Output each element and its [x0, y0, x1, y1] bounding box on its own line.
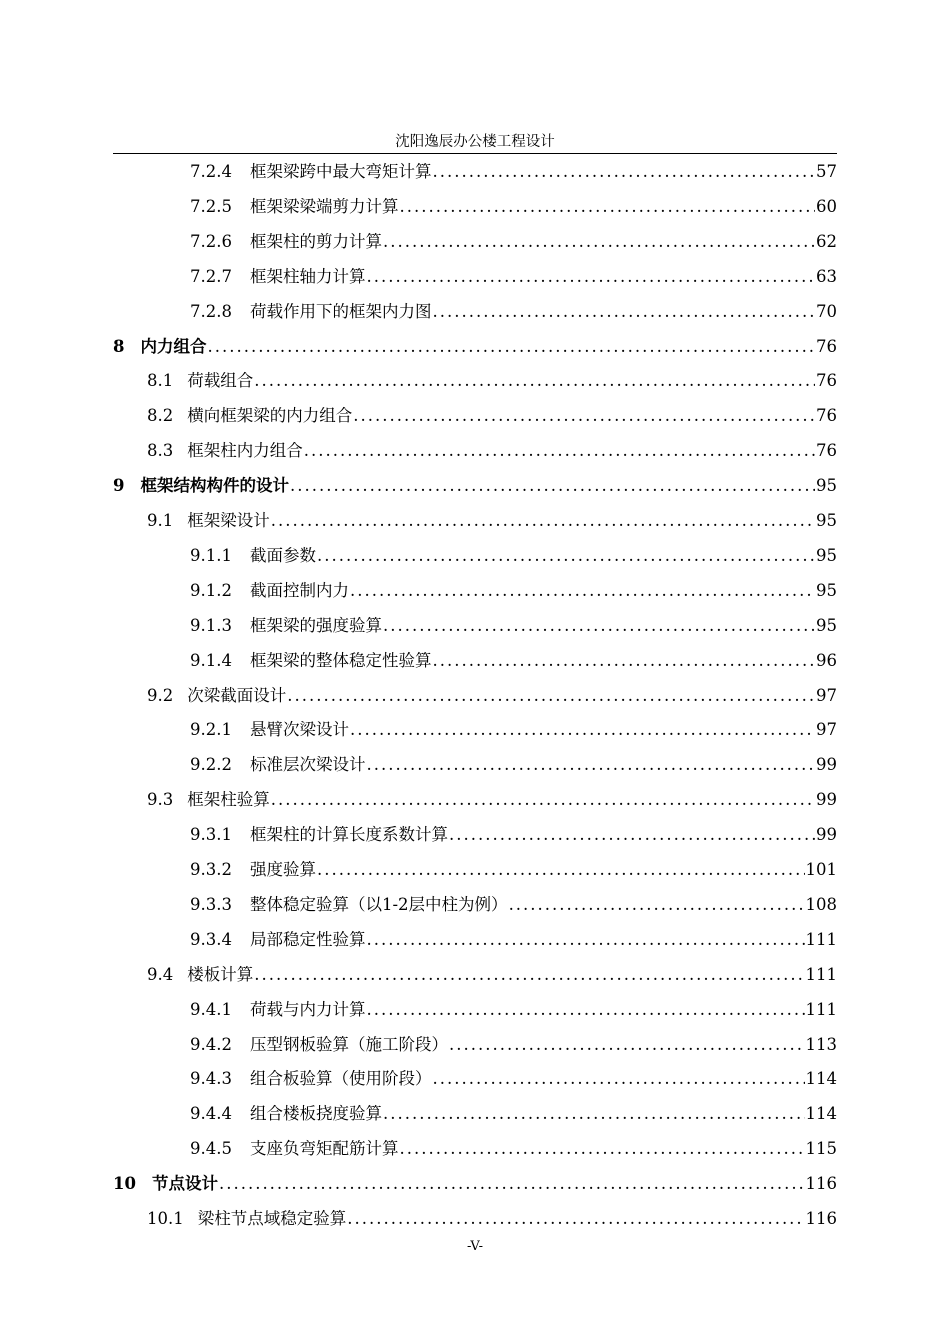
toc-entry-number: 8.1: [147, 371, 174, 391]
toc-entry-title: 框架梁设计: [187, 511, 270, 530]
toc-entry-page: 111: [805, 999, 837, 1019]
toc-dot-leader: [399, 189, 815, 224]
toc-entry-title: 框架柱内力组合: [187, 441, 303, 461]
toc-entry[interactable]: [113, 1166, 837, 1201]
toc-entry-title: 截面控制内力: [249, 580, 349, 600]
toc-entry[interactable]: [190, 747, 837, 782]
toc-dot-leader: [350, 573, 815, 608]
toc-entry-number: 9.4.2: [190, 1034, 232, 1054]
toc-entry-number: 7.2.4: [190, 162, 232, 181]
toc-dot-leader: [366, 922, 804, 957]
toc-entry[interactable]: [190, 1027, 837, 1062]
toc-entry[interactable]: [147, 433, 837, 468]
toc-entry-title: 梁柱节点域稳定验算: [197, 1209, 347, 1228]
toc-entry-title: 框架柱的计算长度系数计算: [249, 825, 448, 845]
toc-entry-page: 108: [805, 894, 837, 914]
toc-entry-page: 99: [816, 790, 837, 810]
toc-entry-title: 节点设计: [151, 1174, 218, 1194]
toc-dot-leader: [353, 398, 815, 433]
toc-dot-leader: [304, 433, 815, 468]
toc-entry-title: 组合楼板挠度验算: [249, 1104, 382, 1124]
toc-entry-page: 70: [816, 301, 837, 321]
toc-entry-title: 荷载组合: [187, 371, 254, 391]
toc-entry-title: 支座负弯矩配筋计算: [249, 1139, 399, 1159]
toc-entry-page: 114: [805, 1069, 837, 1089]
toc-entry-page: 96: [816, 650, 837, 670]
toc-entry-number: 9.2.2: [190, 755, 232, 775]
toc-dot-leader: [399, 1131, 804, 1166]
toc-dot-leader: [383, 608, 815, 643]
toc-entry-title: 局部稳定性验算: [249, 929, 366, 949]
toc-entry-title: 悬臂次梁设计: [249, 720, 349, 740]
toc-entry-number: 7.2.7: [190, 266, 232, 286]
toc-entry[interactable]: [147, 503, 837, 538]
toc-entry[interactable]: [190, 608, 837, 643]
toc-entry-page: 95: [816, 615, 837, 635]
toc-entry[interactable]: [113, 329, 837, 364]
toc-entry-page: 97: [816, 685, 837, 705]
toc-entry[interactable]: [190, 224, 837, 259]
toc-dot-leader: [366, 259, 815, 294]
toc-dot-leader: [432, 294, 815, 329]
toc-entry[interactable]: [190, 1096, 837, 1131]
toc-entry-page: 115: [805, 1139, 837, 1159]
toc-entry-title: 框架梁的强度验算: [249, 615, 382, 635]
toc-entry-number: 9.1.3: [190, 615, 232, 635]
toc-entry-page: 95: [816, 545, 837, 565]
page-header: 沈阳逸辰办公楼工程设计: [395, 134, 555, 150]
toc-entry[interactable]: [190, 852, 837, 887]
toc-dot-leader: [254, 363, 815, 398]
toc-entry[interactable]: [190, 294, 837, 329]
toc-entry-page: 95: [816, 580, 837, 600]
toc-entry-title: 框架柱验算: [187, 790, 270, 810]
toc-entry[interactable]: [147, 398, 837, 433]
toc-dot-leader: [347, 1201, 804, 1236]
toc-entry-page: 95: [816, 511, 837, 530]
toc-entry-number: 9.1: [147, 511, 174, 530]
toc-entry-page: 95: [816, 476, 837, 496]
toc-entry-title: 压型钢板验算（施工阶段）: [249, 1034, 448, 1054]
toc-entry-page: 97: [816, 720, 837, 740]
toc-entry-page: 116: [805, 1209, 837, 1228]
toc-entry[interactable]: [190, 992, 837, 1027]
toc-entry-title: 横向框架梁的内力组合: [187, 406, 353, 426]
toc-entry[interactable]: [147, 957, 837, 992]
toc-entry[interactable]: [147, 1201, 837, 1236]
toc-entry[interactable]: [190, 817, 837, 852]
toc-dot-leader: [366, 992, 804, 1027]
toc-entry-number: 10: [113, 1174, 136, 1194]
toc-entry-number: 9.1.1: [190, 545, 232, 565]
toc-dot-leader: [432, 154, 815, 189]
toc-entry-title: 次梁截面设计: [187, 685, 287, 705]
toc-entry-page: 113: [805, 1034, 837, 1054]
toc-dot-leader: [509, 887, 805, 922]
toc-dot-leader: [271, 782, 815, 817]
toc-entry-page: 76: [816, 406, 837, 426]
toc-entry-number: 9.3.4: [190, 929, 232, 949]
toc-dot-leader: [432, 1061, 804, 1096]
toc-entry-page: 116: [805, 1174, 837, 1194]
toc-entry-title: 荷载作用下的框架内力图: [249, 301, 432, 321]
toc-dot-leader: [366, 747, 815, 782]
toc-entry-title: 截面参数: [249, 545, 316, 565]
toc-dot-leader: [449, 1027, 805, 1062]
toc-entry-number: 7.2.8: [190, 301, 232, 321]
toc-entry-number: 7.2.6: [190, 231, 232, 251]
toc-entry-title: 框架柱的剪力计算: [249, 231, 382, 251]
toc-dot-leader: [317, 538, 815, 573]
toc-entry[interactable]: [190, 1131, 837, 1166]
toc-entry-page: 99: [816, 825, 837, 845]
toc-entry-title: 内力组合: [140, 336, 207, 356]
toc-dot-leader: [290, 468, 815, 503]
toc-entry[interactable]: [190, 189, 837, 224]
toc-entry-number: 9.2: [147, 685, 174, 705]
toc-entry-title: 荷载与内力计算: [249, 999, 366, 1019]
toc-entry-number: 9.3.2: [190, 860, 232, 879]
toc-entry-number: 9.4.4: [190, 1104, 232, 1124]
toc-entry-title: 强度验算: [249, 860, 316, 879]
toc-entry-page: 76: [816, 336, 837, 356]
toc-entry[interactable]: [190, 154, 837, 189]
toc-dot-leader: [317, 852, 805, 887]
toc-entry-number: 9.4.1: [190, 999, 232, 1019]
toc-entry-title: 整体稳定验算（以1-2层中柱为例）: [249, 894, 508, 914]
toc-entry-page: 63: [816, 266, 837, 286]
toc-entry-title: 组合板验算（使用阶段）: [249, 1069, 432, 1089]
toc-entry[interactable]: [190, 1061, 837, 1096]
toc-entry-number: 9.4: [147, 964, 174, 984]
toc-entry[interactable]: [190, 259, 837, 294]
toc-entry-title: 框架梁梁端剪力计算: [249, 196, 399, 216]
toc-entry-page: 62: [816, 231, 837, 251]
toc-dot-leader: [383, 1096, 805, 1131]
toc-entry-number: 9.1.4: [190, 650, 232, 670]
toc-entry-number: 8.3: [147, 441, 174, 461]
toc-entry-title: 框架梁跨中最大弯矩计算: [249, 162, 432, 181]
toc-entry-page: 99: [816, 755, 837, 775]
toc-entry-number: 9.3.1: [190, 825, 232, 845]
toc-entry-page: 101: [805, 860, 837, 879]
toc-entry[interactable]: [190, 538, 837, 573]
toc-entry[interactable]: [147, 363, 837, 398]
toc-entry[interactable]: [190, 643, 837, 678]
toc-entry-number: 10.1: [147, 1209, 184, 1228]
toc-dot-leader: [219, 1166, 805, 1201]
toc-entry-page: 60: [816, 196, 837, 216]
toc-entry[interactable]: [190, 712, 837, 747]
toc-entry-number: 7.2.5: [190, 196, 232, 216]
toc-entry-page: 76: [816, 371, 837, 391]
toc-entry-number: 8: [113, 336, 125, 356]
toc-entry[interactable]: [190, 573, 837, 608]
toc-entry-title: 框架梁的整体稳定性验算: [249, 650, 432, 670]
toc-entry-title: 楼板计算: [187, 964, 254, 984]
toc-entry-page: 111: [805, 964, 837, 984]
toc-entry[interactable]: [147, 782, 837, 817]
toc-entry-number: 9.4.5: [190, 1139, 232, 1159]
toc-dot-leader: [350, 712, 815, 747]
toc-entry[interactable]: [113, 468, 837, 503]
toc-entry[interactable]: [190, 887, 837, 922]
toc-dot-leader: [254, 957, 804, 992]
toc-dot-leader: [271, 503, 815, 538]
toc-dot-leader: [287, 678, 815, 713]
toc-entry[interactable]: [190, 922, 837, 957]
toc-entry-number: 9.4.3: [190, 1069, 232, 1089]
toc-dot-leader: [449, 817, 815, 852]
toc-entry-page: 111: [805, 929, 837, 949]
toc-entry-page: 76: [816, 441, 837, 461]
toc-entry-page: 57: [816, 162, 837, 181]
toc-dot-leader: [207, 329, 815, 364]
toc-entry-number: 8.2: [147, 406, 174, 426]
toc-entry-title: 框架柱轴力计算: [249, 266, 366, 286]
toc-entry-title: 标准层次梁设计: [249, 755, 366, 775]
toc-entry-title: 框架结构构件的设计: [140, 476, 289, 496]
toc-entry[interactable]: [147, 678, 837, 713]
toc-entry-number: 9.1.2: [190, 580, 232, 600]
page-footer: -V-: [466, 1239, 484, 1254]
toc-entry-number: 9.2.1: [190, 720, 232, 740]
toc-entry-number: 9.3: [147, 790, 174, 810]
toc-dot-leader: [383, 224, 815, 259]
toc-dot-leader: [432, 643, 815, 678]
toc-entry-number: 9.3.3: [190, 894, 232, 914]
toc-entry-number: 9: [113, 476, 125, 496]
toc-entry-page: 114: [805, 1104, 837, 1124]
